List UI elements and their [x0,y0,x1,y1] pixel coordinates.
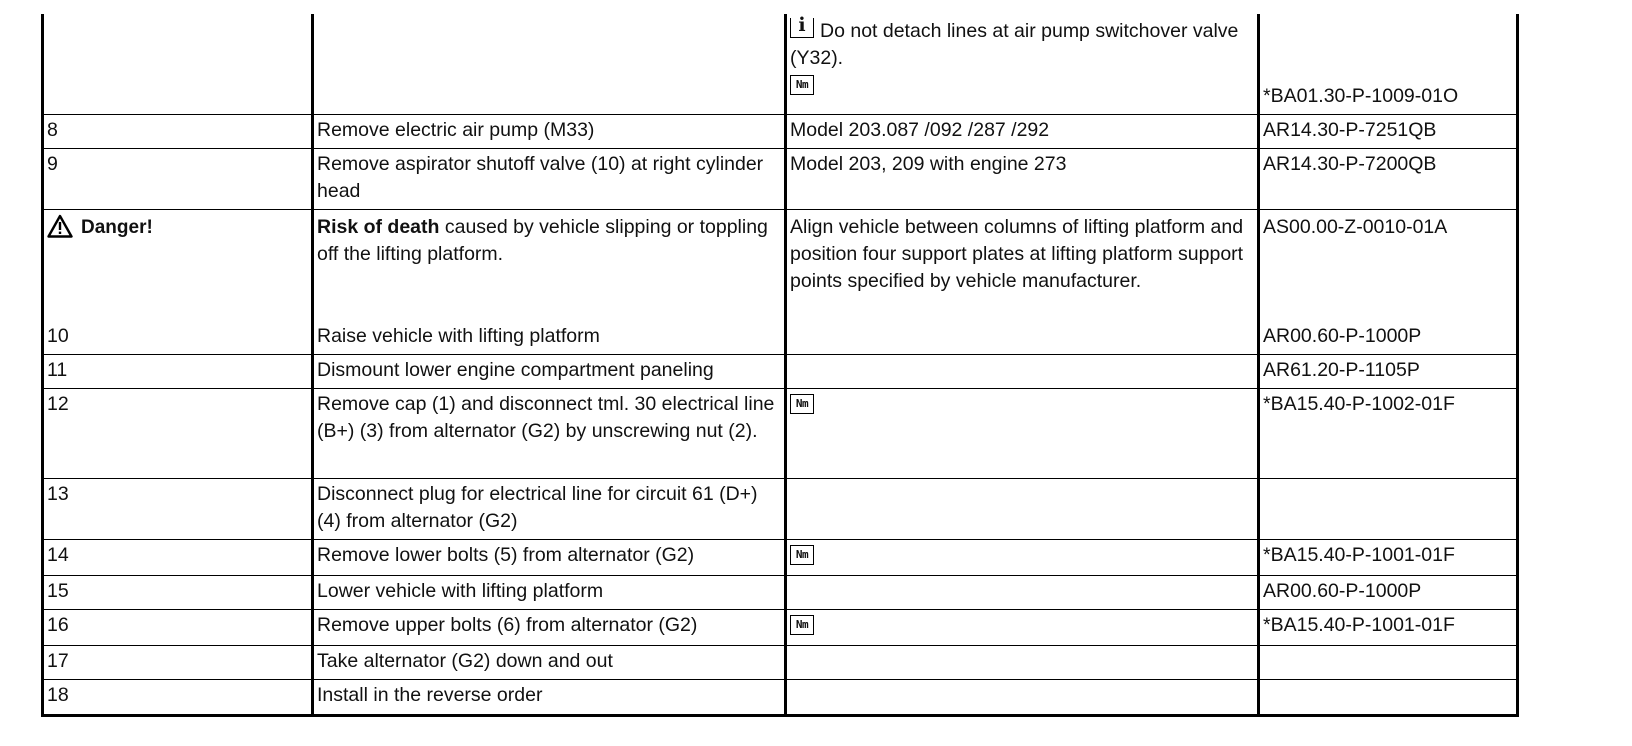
ref-cell [1259,14,1518,114]
note-cell [786,680,1259,716]
step-cell: 15 [43,576,313,610]
action-cell [313,14,786,114]
note-cell [786,479,1259,540]
step-cell: 16 [43,610,313,646]
ref-link[interactable]: AR14.30-P-7200QB [1259,148,1518,209]
warning-triangle-icon [47,214,73,238]
table-row [43,389,1518,479]
action-cell: Install in the reverse order [313,680,786,716]
procedure-table [41,14,1519,717]
note-cell [786,610,1259,646]
ref-link[interactable]: AS00.00-Z-0010-01A [1259,209,1518,321]
note-cell [786,540,1259,576]
ref-link[interactable] [1259,680,1518,716]
step-cell: 10 [43,321,313,355]
action-cell: Dismount lower engine compartment paneling [313,355,786,389]
action-cell: Remove electric air pump (M33) [313,114,786,148]
risk-text: caused by vehicle slipping or toppling off the lifting platform. [317,215,768,265]
risk-cell [313,209,786,321]
note-cell [786,389,1259,479]
step-cell: 12 [43,389,313,479]
ref-link[interactable] [1259,479,1518,540]
table-row [43,114,1518,148]
table-row [43,148,1518,209]
ref-link[interactable]: *BA15.40-P-1001-01F [1259,540,1518,576]
action-cell: Remove lower bolts (5) from alternator (G2) [313,540,786,576]
table-row [43,680,1518,716]
note-cell: Model 203, 209 with engine 273 [786,148,1259,209]
ref-link[interactable]: *BA15.40-P-1002-01F [1259,389,1518,479]
note-cell [786,321,1259,355]
action-cell: Remove cap (1) and disconnect tml. 30 electrical line (B+) (3) from alternator (G2) by unscrewing nut (2). [313,389,786,479]
ref-link[interactable]: AR00.60-P-1000P [1259,321,1518,355]
step-cell: 17 [43,646,313,680]
note-cell [786,355,1259,389]
step-cell: 14 [43,540,313,576]
step-cell [43,14,313,114]
nm-icon: Nm [790,615,814,635]
ref-link[interactable]: *BA15.40-P-1001-01F [1259,610,1518,646]
nm-icon: Nm [790,394,814,414]
note-cell [786,576,1259,610]
table-row [43,540,1518,576]
ref-link[interactable]: AR61.20-P-1105P [1259,355,1518,389]
table-row [43,321,1518,355]
risk-bold: Risk of death [317,215,440,238]
table-row [43,14,1518,114]
measure-cell: Align vehicle between columns of lifting platform and position four support plates at lifting platform support points specified by vehicle manufacturer. [786,209,1259,321]
ref-link[interactable]: AR00.60-P-1000P [1259,576,1518,610]
step-cell: 8 [43,114,313,148]
note-cell [786,646,1259,680]
note-text: Do not detach lines at air pump switchover valve (Y32). [790,20,1239,69]
table-row [43,479,1518,540]
danger-label: Danger! [81,216,153,238]
nm-icon: Nm [790,545,814,565]
danger-cell [43,209,313,321]
danger-row [43,209,1518,321]
nm-icon: Nm [790,75,814,95]
action-cell: Raise vehicle with lifting platform [313,321,786,355]
ref-link[interactable] [1259,646,1518,680]
action-cell: Lower vehicle with lifting platform [313,576,786,610]
step-cell: 11 [43,355,313,389]
table-row [43,610,1518,646]
table-row [43,646,1518,680]
note-cell [786,14,1259,114]
note-cell: Model 203.087 /092 /287 /292 [786,114,1259,148]
action-cell: Take alternator (G2) down and out [313,646,786,680]
table-row [43,576,1518,610]
action-cell: Disconnect plug for electrical line for circuit 61 (D+) (4) from alternator (G2) [313,479,786,540]
table-row [43,355,1518,389]
action-cell: Remove upper bolts (6) from alternator (G2) [313,610,786,646]
ref-link[interactable]: *BA01.30-P-1009-01O [1263,84,1459,107]
ref-link[interactable]: AR14.30-P-7251QB [1259,114,1518,148]
step-cell: 18 [43,680,313,716]
info-icon: i [790,18,814,38]
step-cell: 9 [43,148,313,209]
step-cell: 13 [43,479,313,540]
action-cell: Remove aspirator shutoff valve (10) at right cylinder head [313,148,786,209]
